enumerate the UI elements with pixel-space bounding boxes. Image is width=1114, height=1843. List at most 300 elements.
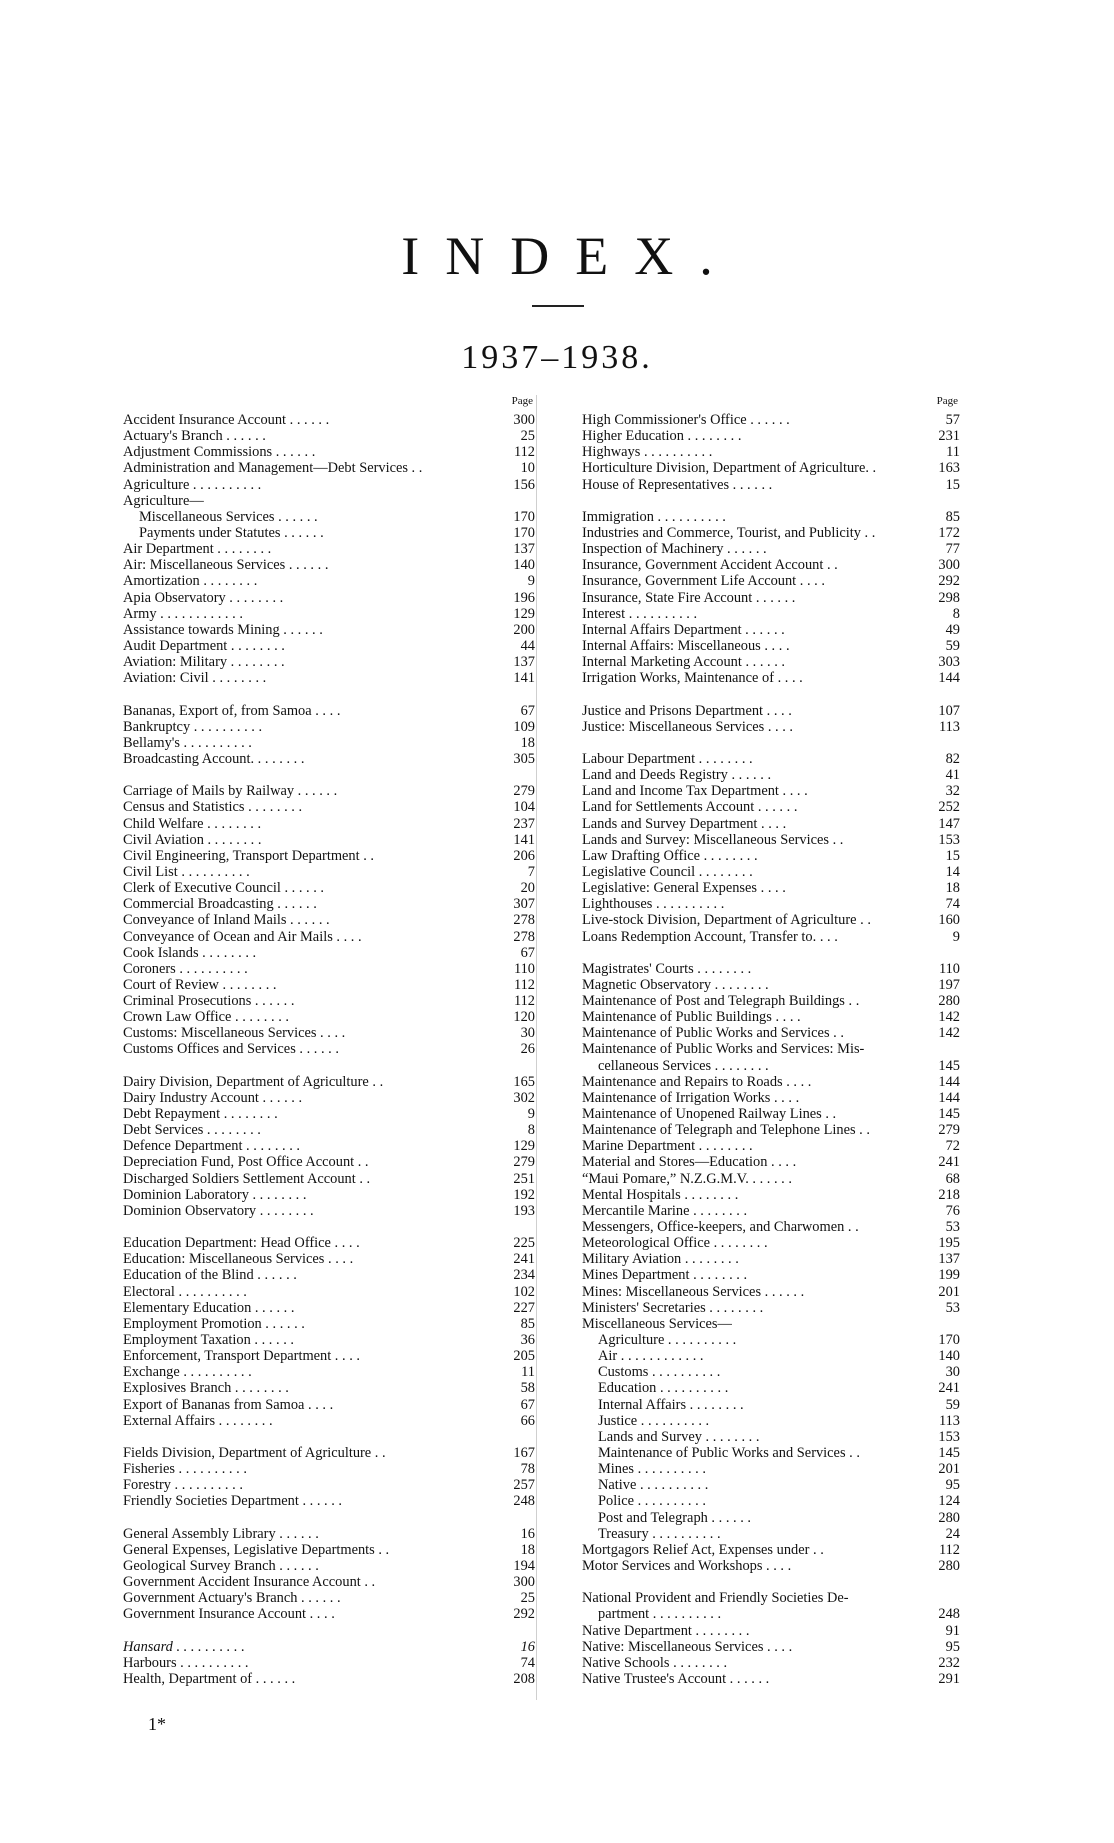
index-entry [582, 1461, 960, 1477]
entry-title: Clerk of Executive Council . . . . . . [123, 880, 325, 897]
entry-page-number: 153 [938, 831, 960, 848]
index-entry [582, 1154, 960, 1170]
index-entry [123, 606, 535, 622]
index-entry [123, 1251, 535, 1267]
entry-gap [582, 493, 960, 509]
entry-title: Mortgagors Relief Act, Expenses under . . [582, 1541, 824, 1558]
index-entry [582, 993, 960, 1009]
entry-page-number: 145 [938, 1445, 960, 1461]
entry-page-number: 279 [513, 1154, 535, 1171]
entry-title: Education . . . . . . . . . . [598, 1380, 729, 1397]
entry-title: Government Accident Insurance Account . . [123, 1574, 376, 1591]
entry-title: Employment Promotion . . . . . . [123, 1315, 305, 1332]
entry-page-number: 165 [513, 1073, 535, 1090]
entry-page-number [920, 1041, 960, 1057]
entry-title: Air: Miscellaneous Services . . . . . . [123, 557, 329, 574]
entry-page-number: 124 [938, 1493, 960, 1510]
entry-title: partment . . . . . . . . . . [598, 1606, 722, 1623]
index-entry [123, 961, 535, 977]
entry-page-number: 248 [513, 1493, 535, 1510]
index-entry [582, 1413, 960, 1429]
entry-title: Aviation: Civil . . . . . . . . [123, 670, 267, 687]
entry-page-number: 24 [945, 1525, 960, 1542]
entry-page-number: 7 [527, 863, 535, 880]
entry-page-number: 292 [513, 1606, 535, 1623]
index-entry [123, 590, 535, 606]
entry-title: Debt Services . . . . . . . . [123, 1122, 261, 1139]
entry-page-number: 195 [938, 1235, 960, 1252]
entry-page-number: 15 [945, 476, 960, 493]
entry-title: General Assembly Library . . . . . . [123, 1525, 319, 1542]
index-entry [123, 832, 535, 848]
index-entry [123, 1671, 535, 1687]
entry-title: Meteorological Office . . . . . . . . [582, 1235, 768, 1252]
entry-page-number: 193 [513, 1202, 535, 1219]
title-rule [532, 305, 584, 307]
entry-page-number: 67 [520, 702, 535, 719]
index-entry [582, 1348, 960, 1364]
entry-page-number: 102 [513, 1283, 535, 1300]
entry-page-number: 74 [520, 1654, 535, 1671]
entry-title: Agriculture . . . . . . . . . . [598, 1332, 737, 1349]
index-entry [582, 1590, 960, 1606]
entry-title: Ministers' Secretaries . . . . . . . . [582, 1299, 764, 1316]
entry-page-number: 57 [945, 412, 960, 428]
entry-page-number: 49 [945, 621, 960, 638]
index-entry [123, 1606, 535, 1622]
entry-title: Hansard . . . . . . . . . . [123, 1638, 245, 1655]
entry-title: Court of Review . . . . . . . . [123, 976, 277, 993]
index-entry [123, 412, 535, 428]
entry-title: Customs . . . . . . . . . . [598, 1364, 721, 1381]
entry-title: Land and Income Tax Department . . . . [582, 783, 808, 800]
index-list-left [123, 412, 535, 1687]
entry-title: Geological Survey Branch . . . . . . [123, 1557, 319, 1574]
index-entry [582, 896, 960, 912]
entry-title: Highways . . . . . . . . . . [582, 444, 713, 461]
entry-page-number: 192 [513, 1186, 535, 1203]
index-entry [123, 460, 535, 476]
index-entry [123, 719, 535, 735]
entry-page-number: 109 [513, 718, 535, 735]
entry-page-number: 201 [938, 1461, 960, 1478]
entry-page-number: 68 [945, 1170, 960, 1187]
entry-page-number: 197 [938, 976, 960, 993]
index-entry [582, 622, 960, 638]
entry-title: Air Department . . . . . . . . [123, 541, 272, 558]
index-entry [123, 945, 535, 961]
index-entry [123, 1154, 535, 1170]
index-entry [123, 1009, 535, 1025]
entry-page-number: 72 [945, 1138, 960, 1155]
index-entry [582, 1074, 960, 1090]
entry-page-number: 232 [938, 1654, 960, 1671]
entry-title: Justice and Prisons Department . . . . [582, 702, 792, 719]
entry-page-number: 156 [513, 476, 535, 493]
entry-page-number: 194 [513, 1557, 535, 1574]
entry-page-number: 9 [527, 1106, 535, 1123]
entry-page-number: 206 [513, 847, 535, 864]
index-entry [582, 590, 960, 606]
entry-title: Employment Taxation . . . . . . [123, 1332, 294, 1349]
entry-page-number: 252 [938, 799, 960, 816]
entry-page-number: 279 [938, 1122, 960, 1139]
entry-title: Discharged Soldiers Settlement Account . . [123, 1170, 371, 1187]
entry-page-number: 32 [945, 783, 960, 800]
entry-page-number: 15 [945, 847, 960, 864]
entry-title: Labour Department . . . . . . . . [582, 750, 753, 767]
index-entry [123, 1187, 535, 1203]
entry-title: Live-stock Division, Department of Agriculture . . [582, 912, 871, 929]
entry-page-number: 170 [938, 1332, 960, 1349]
entry-title: Actuary's Branch . . . . . . [123, 428, 266, 445]
entry-title: Bellamy's . . . . . . . . . . [123, 734, 252, 751]
entry-page-number: 30 [945, 1364, 960, 1381]
entry-page-number: 9 [952, 928, 960, 945]
entry-title: National Provident and Friendly Societies De- [582, 1590, 849, 1607]
entry-title: Interest . . . . . . . . . . [582, 605, 698, 622]
entry-page-number: 234 [513, 1267, 535, 1284]
entry-title: Miscellaneous Services . . . . . . [139, 508, 318, 525]
entry-page-number: 85 [945, 508, 960, 525]
entry-title: Civil Aviation . . . . . . . . [123, 831, 262, 848]
entry-title: Police . . . . . . . . . . [598, 1493, 706, 1510]
entry-title: Legislative Council . . . . . . . . [582, 863, 753, 880]
index-entry [582, 1510, 960, 1526]
entry-page-number: 167 [513, 1445, 535, 1461]
entry-page-number: 8 [527, 1122, 535, 1139]
index-entry [123, 1106, 535, 1122]
entry-title: cellaneous Services . . . . . . . . [598, 1057, 769, 1074]
index-entry [123, 703, 535, 719]
entry-page-number: 201 [938, 1283, 960, 1300]
entry-page-number: 142 [938, 1009, 960, 1026]
entry-page-number: 307 [513, 896, 535, 913]
index-entry [582, 477, 960, 493]
year-heading: 1937–1938. [461, 339, 653, 376]
entry-title: Mines . . . . . . . . . . [598, 1461, 706, 1478]
entry-page-number: 196 [513, 589, 535, 606]
entry-title: Commercial Broadcasting . . . . . . [123, 896, 317, 913]
entry-title: Mercantile Marine . . . . . . . . [582, 1202, 748, 1219]
entry-page-number: 41 [945, 767, 960, 784]
index-entry [582, 1267, 960, 1283]
entry-title: Army . . . . . . . . . . . . [123, 605, 243, 622]
index-entry [123, 751, 535, 767]
entry-page-number: 91 [945, 1622, 960, 1639]
index-entry [582, 816, 960, 832]
index-entry [582, 444, 960, 460]
entry-title: Maintenance of Public Buildings . . . . [582, 1009, 801, 1026]
entry-page-number: 53 [945, 1299, 960, 1316]
entry-page-number: 82 [945, 750, 960, 767]
index-entry [582, 1397, 960, 1413]
index-entry [582, 1429, 960, 1445]
index-entry [123, 1364, 535, 1380]
entry-title: Maintenance of Irrigation Works . . . . [582, 1089, 800, 1106]
index-entry [582, 880, 960, 896]
entry-page-number: 248 [938, 1606, 960, 1623]
index-entry [582, 1106, 960, 1122]
entry-title: Child Welfare . . . . . . . . [123, 815, 262, 832]
index-entry [582, 638, 960, 654]
entry-page-number: 160 [938, 912, 960, 929]
entry-page-number: 137 [938, 1251, 960, 1268]
entry-title: Explosives Branch . . . . . . . . [123, 1380, 289, 1397]
entry-page-number: 36 [520, 1332, 535, 1349]
index-entry [582, 412, 960, 428]
index-entry [582, 1122, 960, 1138]
entry-title: Land and Deeds Registry . . . . . . [582, 767, 772, 784]
index-entry [123, 1332, 535, 1348]
entry-page-number: 279 [513, 783, 535, 800]
entry-page-number: 74 [945, 896, 960, 913]
entry-page-number: 280 [938, 1557, 960, 1574]
index-entry [123, 735, 535, 751]
entry-page-number: 110 [513, 960, 535, 977]
entry-page-number: 302 [513, 1089, 535, 1106]
index-entry [123, 525, 535, 541]
entry-title: Adjustment Commissions . . . . . . [123, 444, 316, 461]
index-entry [582, 1316, 960, 1332]
entry-title: Maintenance and Repairs to Roads . . . . [582, 1073, 812, 1090]
entry-page-number: 147 [938, 815, 960, 832]
entry-title: Law Drafting Office . . . . . . . . [582, 847, 758, 864]
entry-title: Maintenance of Telegraph and Telephone Lines . . [582, 1122, 870, 1139]
entry-page-number: 141 [513, 670, 535, 687]
entry-page-number: 95 [945, 1477, 960, 1494]
index-entry [123, 654, 535, 670]
entry-page-number: 298 [938, 589, 960, 606]
entry-title: Amortization . . . . . . . . [123, 573, 258, 590]
entry-title: Education Department: Head Office . . . . [123, 1235, 360, 1252]
entry-title: Land for Settlements Account . . . . . . [582, 799, 798, 816]
index-entry [582, 1623, 960, 1639]
entry-title: Enforcement, Transport Department . . . . [123, 1348, 360, 1365]
entry-title: Coroners . . . . . . . . . . [123, 960, 248, 977]
entry-title: Maintenance of Public Works and Services . . [598, 1445, 860, 1461]
entry-page-number: 140 [513, 557, 535, 574]
entry-title: Dairy Division, Department of Agriculture . . [123, 1073, 384, 1090]
entry-page-number: 227 [513, 1299, 535, 1316]
entry-page-number: 66 [520, 1412, 535, 1429]
entry-title: Defence Department . . . . . . . . [123, 1138, 301, 1155]
entry-page-number: 30 [520, 1025, 535, 1042]
index-column-right [582, 390, 960, 1687]
index-entry [123, 880, 535, 896]
entry-title: Higher Education . . . . . . . . [582, 428, 742, 445]
entry-title: Mines Department . . . . . . . . [582, 1267, 748, 1284]
entry-page-number: 199 [938, 1267, 960, 1284]
index-entry [582, 1284, 960, 1300]
entry-gap [582, 686, 960, 702]
index-entry [123, 477, 535, 493]
entry-title: Lands and Survey: Miscellaneous Services . . [582, 831, 844, 848]
entry-page-number: 129 [513, 605, 535, 622]
entry-title: Insurance, Government Accident Account . . [582, 557, 838, 574]
index-entry [582, 1235, 960, 1251]
entry-page-number: 241 [938, 1380, 960, 1397]
index-entry [123, 557, 535, 573]
entry-title: “Maui Pomare,” N.Z.G.M.V. . . . . . . [582, 1170, 792, 1187]
entry-page-number: 303 [938, 654, 960, 671]
entry-title: Harbours . . . . . . . . . . [123, 1654, 249, 1671]
entry-title: Insurance, State Fire Account . . . . . . [582, 589, 796, 606]
entry-title: Agriculture— [123, 492, 204, 509]
index-entry [582, 1138, 960, 1154]
entry-title: Insurance, Government Life Account . . . . [582, 573, 825, 590]
entry-page-number: 59 [945, 637, 960, 654]
entry-page-number: 278 [513, 928, 535, 945]
index-title: INDEX. [401, 226, 739, 286]
entry-title: Marine Department . . . . . . . . [582, 1138, 753, 1155]
index-entry [123, 993, 535, 1009]
index-entry [582, 1025, 960, 1041]
entry-title: Electoral . . . . . . . . . . [123, 1283, 247, 1300]
entry-title: Lands and Survey . . . . . . . . [598, 1428, 760, 1445]
entry-title: Treasury . . . . . . . . . . [598, 1525, 721, 1542]
entry-page-number: 163 [938, 460, 960, 477]
index-entry [582, 670, 960, 686]
entry-page-number: 170 [513, 524, 535, 541]
entry-title: Debt Repayment . . . . . . . . [123, 1106, 278, 1123]
index-entry [582, 912, 960, 928]
entry-title: Civil List . . . . . . . . . . [123, 863, 250, 880]
index-entry [582, 460, 960, 476]
entry-page-number [920, 1590, 960, 1606]
entry-title: Census and Statistics . . . . . . . . [123, 799, 303, 816]
entry-page-number: 10 [520, 460, 535, 477]
entry-page-number: 112 [513, 976, 535, 993]
index-entry [123, 977, 535, 993]
page-footer-mark: 1* [148, 1714, 166, 1734]
entry-page-number: 95 [945, 1638, 960, 1655]
entry-page-number: 251 [513, 1170, 535, 1187]
entry-title: Native Department . . . . . . . . [582, 1622, 750, 1639]
index-entry [123, 783, 535, 799]
entry-title: Mines: Miscellaneous Services . . . . . . [582, 1283, 805, 1300]
index-entry [123, 1445, 535, 1461]
entry-page-number: 11 [946, 444, 960, 461]
entry-page-number: 67 [520, 944, 535, 961]
index-entry [582, 1364, 960, 1380]
entry-page-number: 208 [513, 1670, 535, 1687]
entry-page-number: 144 [938, 1089, 960, 1106]
index-entry [582, 1526, 960, 1542]
entry-page-number [495, 493, 535, 509]
entry-page-number: 145 [938, 1057, 960, 1074]
index-entry [123, 1041, 535, 1057]
entry-title: Customs Offices and Services . . . . . . [123, 1041, 339, 1058]
index-entry [582, 1187, 960, 1203]
entry-title: Aviation: Military . . . . . . . . [123, 654, 285, 671]
entry-title: Inspection of Machinery . . . . . . [582, 541, 767, 558]
index-entry [582, 573, 960, 589]
index-entry [123, 1477, 535, 1493]
entry-title: Justice . . . . . . . . . . [598, 1412, 710, 1429]
index-entry [123, 541, 535, 557]
entry-title: Crown Law Office . . . . . . . . [123, 1009, 289, 1026]
index-entry [582, 1542, 960, 1558]
index-list-right [582, 412, 960, 1687]
index-entry [582, 1171, 960, 1187]
entry-title: Fisheries . . . . . . . . . . [123, 1461, 247, 1478]
entry-page-number: 18 [945, 880, 960, 897]
index-entry [123, 1526, 535, 1542]
index-entry [123, 573, 535, 589]
entry-page-number: 257 [513, 1477, 535, 1494]
entry-title: Civil Engineering, Transport Department . . [123, 847, 375, 864]
index-entry [123, 912, 535, 928]
entry-title: Education: Miscellaneous Services . . . . [123, 1251, 354, 1268]
entry-title: Maintenance of Public Works and Services: Mis- [582, 1041, 865, 1058]
entry-title: Military Aviation . . . . . . . . [582, 1251, 739, 1268]
entry-page-number: 58 [520, 1380, 535, 1397]
entry-title: Native Schools . . . . . . . . [582, 1654, 728, 1671]
page-column-header: Page [511, 395, 533, 407]
entry-title: Immigration . . . . . . . . . . [582, 508, 726, 525]
entry-title: Fields Division, Department of Agriculture . . [123, 1445, 386, 1461]
index-entry [123, 1413, 535, 1429]
entry-title: Internal Marketing Account . . . . . . [582, 654, 786, 671]
entry-title: Criminal Prosecutions . . . . . . [123, 993, 295, 1010]
entry-page-number: 305 [513, 750, 535, 767]
entry-title: Bananas, Export of, from Samoa . . . . [123, 702, 341, 719]
entry-page-number: 113 [938, 1412, 960, 1429]
entry-title: Carriage of Mails by Railway . . . . . . [123, 783, 338, 800]
index-entry [123, 1090, 535, 1106]
entry-title: High Commissioner's Office . . . . . . [582, 412, 790, 428]
entry-gap [123, 1058, 535, 1074]
entry-page-number: 144 [938, 670, 960, 687]
entry-page-number: 144 [938, 1073, 960, 1090]
entry-title: Forestry . . . . . . . . . . [123, 1477, 243, 1494]
entry-page-number: 129 [513, 1138, 535, 1155]
entry-title: Elementary Education . . . . . . [123, 1299, 295, 1316]
entry-title: Accident Insurance Account . . . . . . [123, 412, 330, 428]
index-entry [123, 1300, 535, 1316]
index-entry [582, 1251, 960, 1267]
index-entry [582, 767, 960, 783]
entry-gap [582, 1574, 960, 1590]
index-entry [582, 1558, 960, 1574]
entry-title: Internal Affairs Department . . . . . . [582, 621, 785, 638]
entry-title: Air . . . . . . . . . . . . [598, 1348, 704, 1365]
index-entry [123, 864, 535, 880]
entry-title: Magnetic Observatory . . . . . . . . [582, 976, 769, 993]
index-entry [123, 1574, 535, 1590]
entry-page-number: 77 [945, 541, 960, 558]
entry-page-number: 113 [938, 718, 960, 735]
index-entry [582, 961, 960, 977]
index-entry [582, 1203, 960, 1219]
entry-gap [123, 686, 535, 702]
index-entry [123, 638, 535, 654]
entry-gap [582, 945, 960, 961]
entry-title: Payments under Statutes . . . . . . [139, 524, 324, 541]
entry-title: Assistance towards Mining . . . . . . [123, 621, 323, 638]
entry-title: Cook Islands . . . . . . . . [123, 944, 257, 961]
entry-gap [123, 767, 535, 783]
index-entry [123, 622, 535, 638]
index-entry [582, 799, 960, 815]
entry-page-number: 218 [938, 1186, 960, 1203]
entry-title: Motor Services and Workshops . . . . [582, 1557, 792, 1574]
index-entry [582, 848, 960, 864]
index-entry [123, 1171, 535, 1187]
entry-title: Depreciation Fund, Post Office Account . . [123, 1154, 369, 1171]
entry-page-number: 172 [938, 524, 960, 541]
